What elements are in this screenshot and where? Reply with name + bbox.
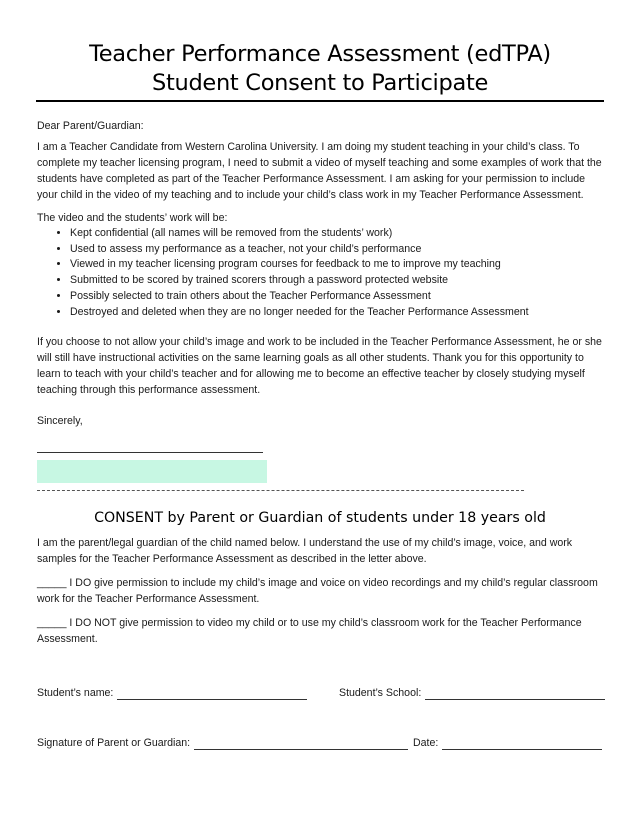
- student-name-input-line[interactable]: [117, 689, 307, 700]
- signature-field[interactable]: [37, 736, 408, 750]
- list-item: • Used to assess my performance as a teacher, not your child’s performance: [70, 242, 630, 258]
- closing-paragraph: If you choose to not allow your child’s image and work to be included in the Teacher Performance Assessment, he or she will still have instructional activities on the same learning goals as all other students. Thank you for this opportunity to learn to teach with your child’s teacher and for allowing me to become an effective teacher by closely studying myself teaching through this performance assessment.: [37, 336, 602, 396]
- list-item: • Submitted to be scored by trained scorers through a password protected website: [70, 273, 630, 289]
- teacher-signature-line[interactable]: [37, 452, 263, 453]
- date-input-line[interactable]: [442, 739, 602, 750]
- title-line-2: Student Consent to Participate: [151, 70, 489, 96]
- salutation: Dear Parent/Guardian:: [37, 120, 144, 132]
- cut-line: [37, 490, 524, 491]
- student-name-field[interactable]: [37, 686, 307, 700]
- list-item: • Viewed in my teacher licensing program courses for feedback to me to improve my teaching: [70, 257, 630, 273]
- list-intro: The video and the students’ work will be:: [37, 212, 228, 224]
- consent-option-yes[interactable]: _____ I DO give permission to include my child’s image and voice on video recordings and my child’s regular classroom work for the Teacher Performance Assessment.: [37, 577, 598, 605]
- title-line-1: Teacher Performance Assessment (edTPA): [89, 41, 551, 67]
- signature-label: Signature of Parent or Guardian:: [37, 737, 191, 749]
- usage-list: [37, 226, 630, 320]
- date-field[interactable]: [413, 736, 602, 750]
- student-school-input-line[interactable]: [425, 689, 605, 700]
- list-item: • Destroyed and deleted when they are no longer needed for the Teacher Performance Assessment: [70, 305, 630, 321]
- document-title: [36, 40, 604, 98]
- consent-heading: CONSENT by Parent or Guardian of students under 18 years old: [94, 510, 546, 526]
- student-school-label: Student’s School:: [339, 687, 422, 699]
- signoff: Sincerely,: [37, 415, 83, 427]
- title-divider: [36, 100, 604, 102]
- student-school-field[interactable]: [339, 686, 605, 700]
- signature-input-line[interactable]: [194, 739, 408, 750]
- intro-paragraph: I am a Teacher Candidate from Western Carolina University. I am doing my student teaching in your child’s class. To complete my teacher licensing program, I need to submit a video of myself teaching and some examples of work that the students have completed as part of the Teacher Performance Assessment. I am asking for your permission to include your child in the video of my teaching and to include your child’s class work in my Teacher Performance Assessment.: [37, 141, 602, 201]
- student-name-label: Student’s name:: [37, 687, 114, 699]
- consent-option-no[interactable]: _____ I DO NOT give permission to video my child or to use my child’s classroom work for the Teacher Performance Assessment.: [37, 617, 582, 645]
- list-item: • Kept confidential (all names will be removed from the students’ work): [70, 226, 630, 242]
- list-item: • Possibly selected to train others about the Teacher Performance Assessment: [70, 289, 630, 305]
- redacted-name-highlight: [37, 460, 267, 483]
- consent-statement: I am the parent/legal guardian of the child named below. I understand the use of my child’s image, voice, and work samples for the Teacher Performance Assessment as described in the letter above.: [37, 537, 573, 565]
- date-label: Date:: [413, 737, 439, 749]
